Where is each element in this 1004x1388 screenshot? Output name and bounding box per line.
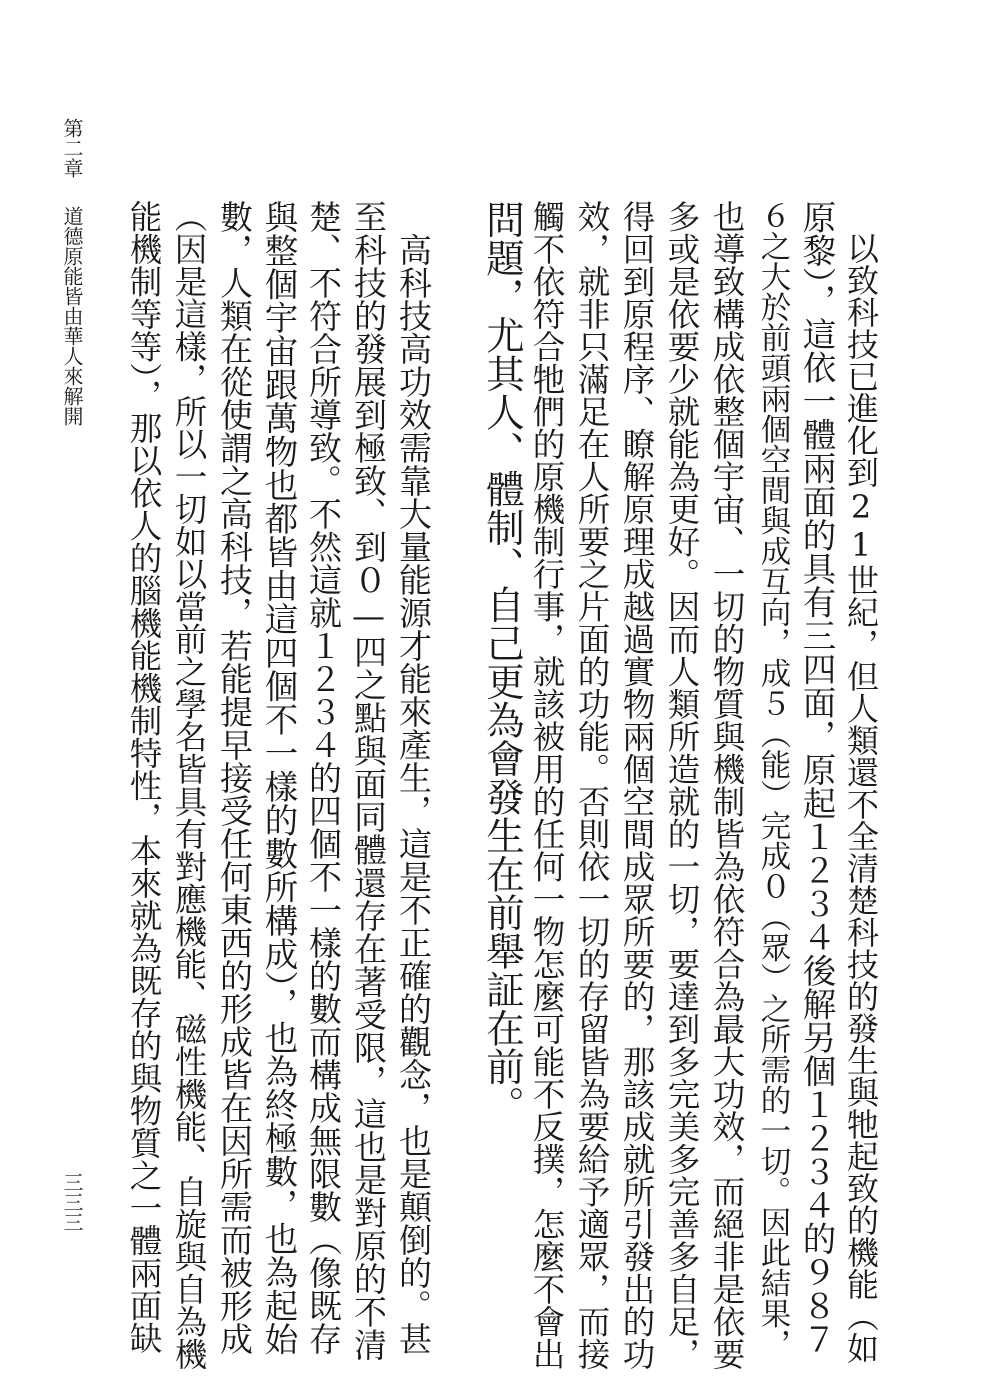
paragraph-1-line-5: 多或是依要少就能為更好。因而人類所造就的一切，要達到多完美多完善多自足， — [663, 200, 701, 1370]
paragraph-2-line-1: 高科技高功效需靠大量能源才能來產生，這是不正確的觀念，也是顛倒的。甚 — [394, 200, 433, 1355]
paragraph-2-line-3: 楚、不符合所導致。不然這就１２３４的四個不一樣的數而構成無限數（像既存 — [304, 200, 343, 1355]
paragraph-1-line-7: 效，就非只滿足在人所要之片面的功能。否則依一切的存留皆為要給予適眾，而接 — [573, 200, 611, 1370]
paragraph-1-line-9: 問題，尤其人、體制、自己更為會發生在前舉証在前。 — [480, 200, 525, 1124]
chapter-label: 第二章 — [60, 118, 84, 178]
running-head-title: 道德原能皆由華人來解開 — [60, 206, 84, 426]
paragraph-1-line-2: 原黎），這依一體兩面的具有三四面，原起１２３４後解另個１２３４的９８７ — [797, 200, 836, 1356]
paragraph-2-line-4: 與整個宇宙跟萬物也都皆由這四個不一樣的數所構成），也為終極數，也為起始 — [259, 200, 298, 1356]
paragraph-2-line-2: 至科技的發展到極致、到０—四之點與面同體還存在著受限，這也是對原的不清 — [349, 200, 388, 1361]
paragraph-2-line-5: 數，人類在從使謂之高科技，若能提早接受任何東西的形成皆在因所需而被形成 — [215, 200, 254, 1355]
paragraph-1-line-6: 得回到原程序、瞭解原理成越過實物兩個空間成眾所要的，那該成就所引發出的功 — [618, 200, 656, 1370]
paragraph-1-line-3: ６之大於前頭兩個空間與成互向，成５（能）完成０（眾）之所需的一切。因此結果， — [755, 200, 790, 1359]
paragraph-2-line-7: 能機制等等），那以依人的腦機能機制特性，本來就為既存的與物質之一體兩面缺 — [125, 200, 163, 1354]
paragraph-1-line-1: 以致科技已進化到21世紀，但人類還不全清楚科技的發生與牠起致的機能（如 — [842, 200, 880, 1364]
paragraph-1-line-4: 也導致構成依整個宇宙、一切的物質與機制皆為依符合為最大功效，而絕非是依要 — [708, 200, 746, 1370]
paragraph-2-line-6: （因是這樣，所以一切如以當前之學名皆具有對應機能、磁性機能、自旋與自為機 — [170, 200, 208, 1370]
paragraph-1-line-8: 觸不依符合牠們的原機制行事，就該被用的任何一物怎麼可能不反撲，怎麼不會出 — [528, 200, 566, 1370]
page-number: 三三三 — [60, 1172, 84, 1232]
